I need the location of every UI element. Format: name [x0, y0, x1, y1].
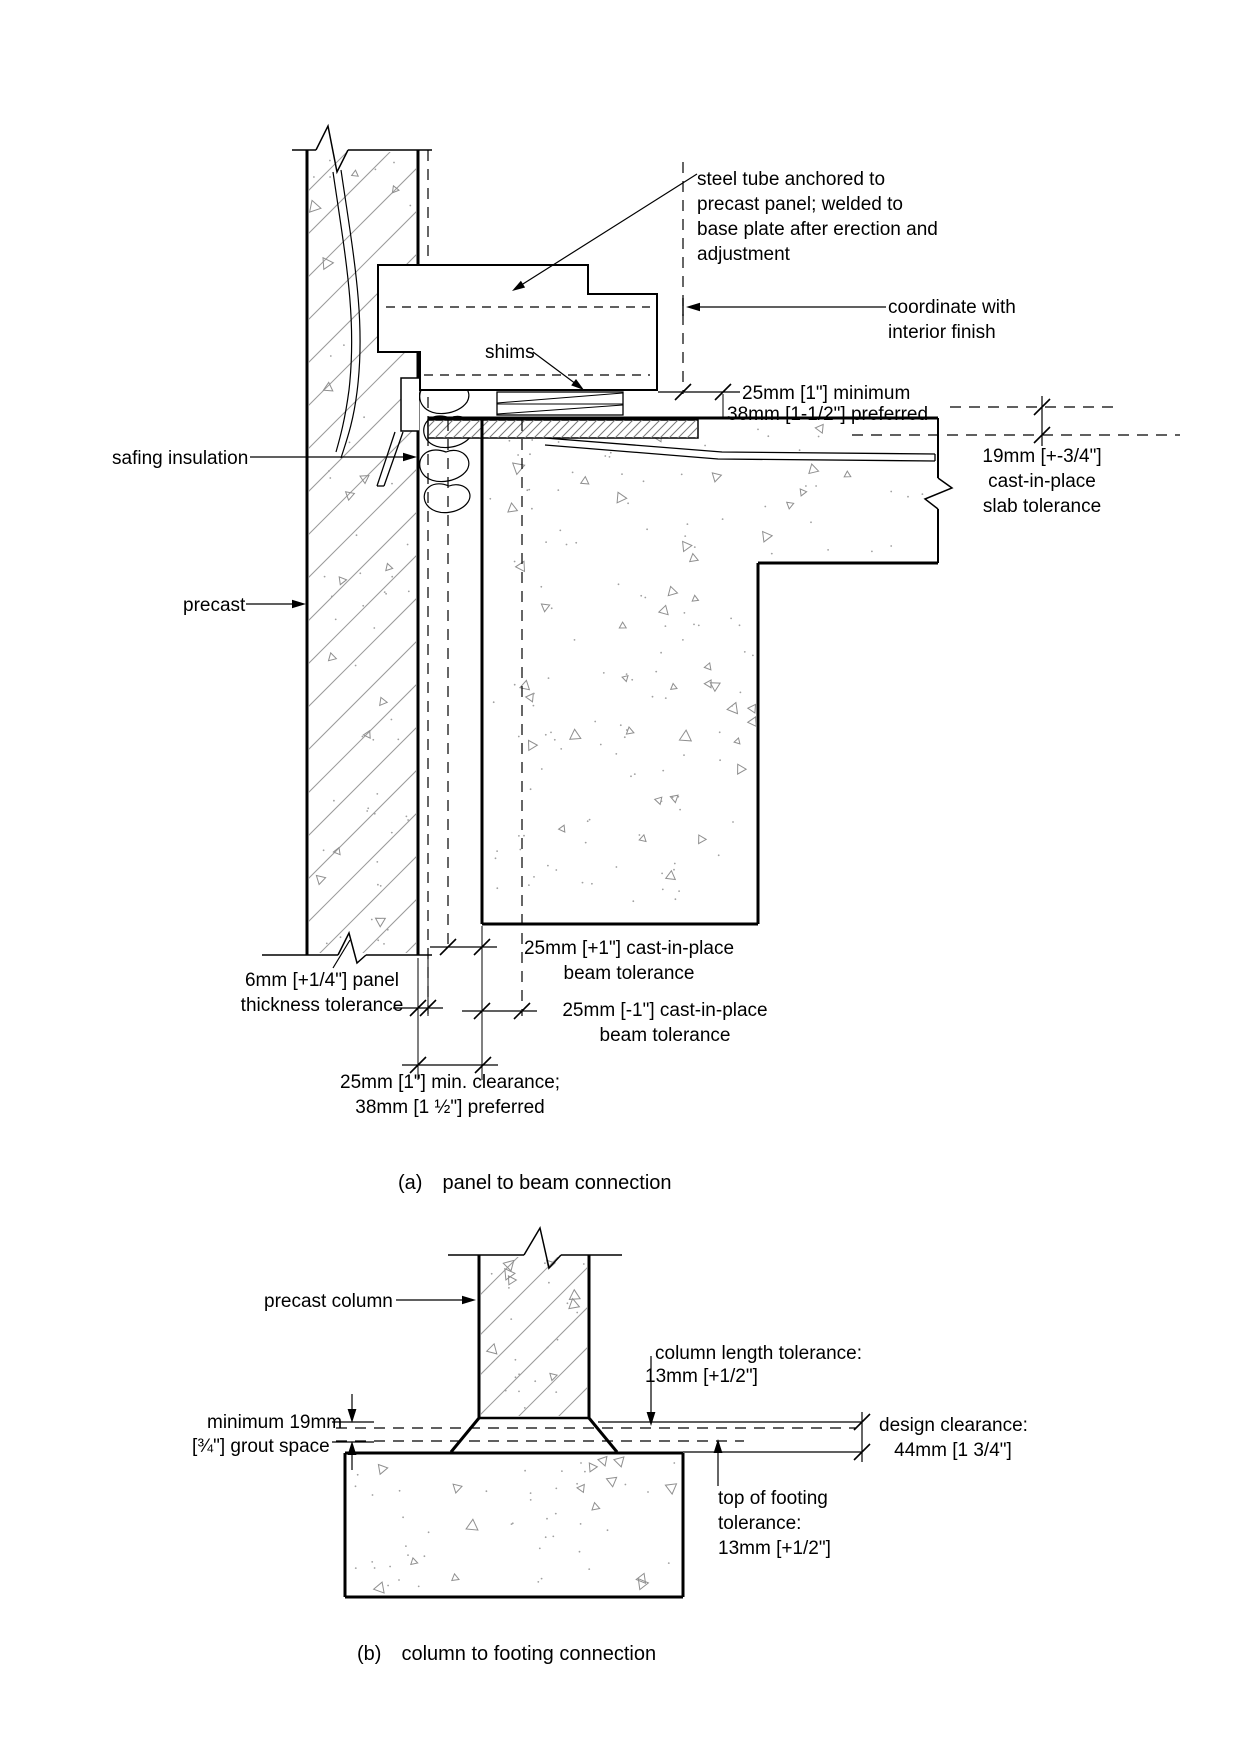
panel-gap-dim-line2: 38mm [1-1/2"] preferred: [727, 404, 929, 425]
caption-a-prefix: (a): [398, 1172, 423, 1194]
footing-aggregate: [374, 1457, 677, 1594]
dim-line: 25mm [1"] min. clearance;: [340, 1072, 561, 1093]
slab-tolerance-dim: [961, 444, 1123, 519]
safing-insulation-label: safing insulation: [112, 448, 249, 469]
footing-dots: [355, 1462, 676, 1587]
slab-break-line: [925, 478, 952, 509]
precast-panel-outline: [262, 126, 432, 963]
panel-blockout-notch: [401, 378, 419, 431]
steel-tube: [378, 265, 657, 390]
min-clearance-dim: [340, 1070, 560, 1120]
beam-dots: [489, 428, 923, 902]
panel-thickness-dim: [240, 968, 404, 1018]
coordinate-note: [888, 295, 1016, 345]
caption-b-prefix: (b): [357, 1643, 382, 1665]
grout-space-dim-line1: minimum 19mm: [207, 1412, 343, 1433]
footing-tolerance-dim: [718, 1486, 831, 1561]
beam-aggregate: [508, 424, 851, 879]
dim-line: beam tolerance: [599, 1025, 731, 1046]
footing-outline: [345, 1453, 683, 1597]
panel-gap-dim-line1: 25mm [1"] minimum: [742, 383, 911, 404]
dim-line: 38mm [1 ½"] preferred: [355, 1097, 545, 1118]
dim-line: top of footing: [718, 1488, 828, 1509]
embedded-dowel: [545, 438, 935, 461]
design-clearance-dim: [879, 1413, 1027, 1463]
dim-line: 25mm [-1"] cast-in-place: [562, 1000, 768, 1021]
steel-tube-note: [697, 167, 938, 267]
dimension-lines-b: [332, 1300, 862, 1486]
beam-tolerance-minus-dim: [540, 998, 790, 1048]
precast-column-label: precast column: [264, 1291, 393, 1312]
note-line: precast panel; welded to: [697, 194, 903, 215]
note-line: coordinate with: [888, 297, 1016, 318]
caption-b-text: column to footing connection: [401, 1643, 657, 1665]
dim-line: slab tolerance: [982, 496, 1102, 517]
dim-line: 25mm [+1"] cast-in-place: [523, 938, 735, 959]
caption-a: [398, 1171, 672, 1196]
cast-in-place-beam-outline: [428, 418, 952, 924]
dim-line: 13mm [+1/2"]: [718, 1538, 831, 1559]
dim-line: cast-in-place: [988, 471, 1096, 492]
dim-line: design clearance:: [879, 1415, 1028, 1436]
anchor-strap: [377, 432, 403, 486]
caption-b: [357, 1642, 656, 1667]
caption-a-text: panel to beam connection: [442, 1172, 672, 1194]
column-aggregate: [487, 1260, 580, 1380]
column-length-dim-line1: column length tolerance:: [655, 1343, 863, 1364]
note-line: base plate after erection and: [697, 219, 938, 240]
dim-line: tolerance:: [718, 1513, 802, 1534]
beam-tolerance-plus-dim: [504, 936, 754, 986]
grout-space-dim-line2: [¾"] grout space: [192, 1436, 330, 1457]
precast-column-outline: [448, 1228, 622, 1452]
dim-line: thickness tolerance: [240, 995, 404, 1016]
note-line: adjustment: [697, 244, 790, 265]
note-line: interior finish: [888, 322, 996, 343]
dim-line: beam tolerance: [563, 963, 695, 984]
grout-tolerance-dashed-lines: [336, 1428, 856, 1441]
dim-line: 6mm [+1/4"] panel: [244, 970, 400, 991]
precast-label: precast: [183, 595, 246, 616]
dim-line: 19mm [+-3/4"]: [982, 446, 1102, 467]
column-break-line: [524, 1228, 561, 1268]
dim-line: 44mm [1 3/4"]: [894, 1440, 1012, 1461]
shim-stack: [497, 392, 623, 415]
precast-column-hatch: [475, 1182, 593, 1540]
column-length-dim-line2: 13mm [+1/2"]: [645, 1366, 758, 1387]
shims-label: shims: [485, 342, 535, 363]
precast-panel-hatch: [303, 77, 422, 1099]
note-line: steel tube anchored to: [697, 169, 886, 190]
